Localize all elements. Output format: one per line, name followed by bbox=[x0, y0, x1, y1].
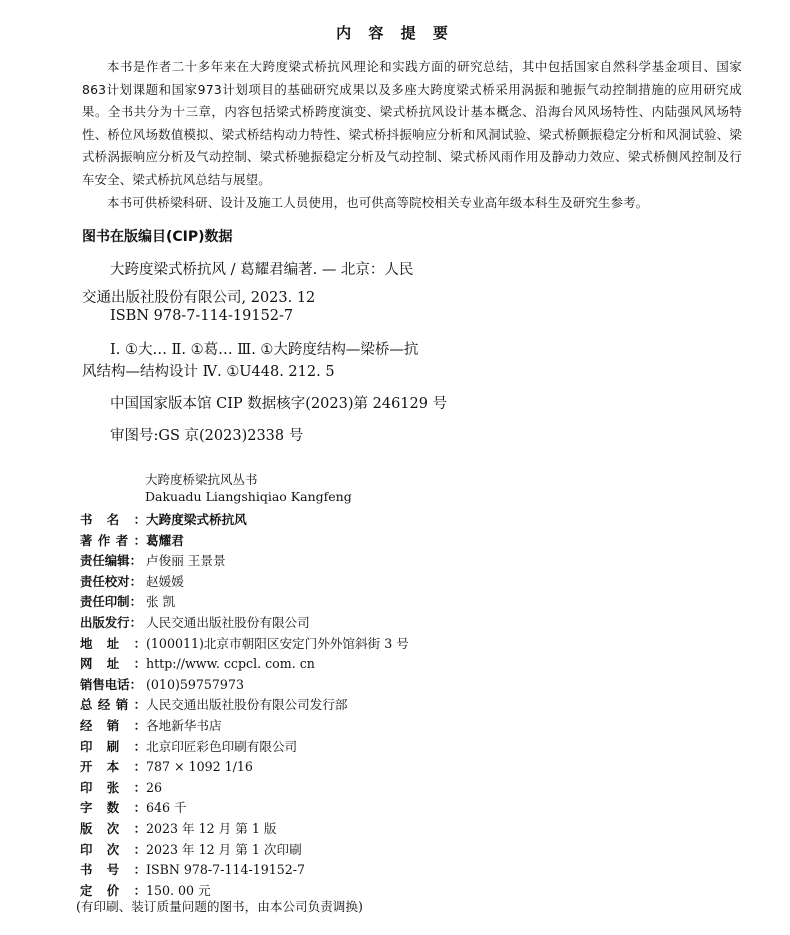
info-label bbox=[80, 634, 146, 655]
cip-title-line: 大跨度梁式桥抗风 / 葛耀君编著. — 北京：人民 bbox=[110, 262, 414, 278]
info-value: 人民交通出版社股份有限公司 bbox=[146, 614, 310, 630]
summary-paragraph-2: 本书可供桥梁科研、设计及施工人员使用，也可供高等院校相关专业高年级本科生及研究生参考。 bbox=[107, 194, 649, 210]
cip-subject-line: Ⅰ. ①大… Ⅱ. ①葛… Ⅲ. ①大跨度结构—梁桥—抗 bbox=[110, 342, 419, 358]
cip-subject-line-2: 风结构—结构设计 Ⅳ. ①U448. 212. 5 bbox=[82, 364, 335, 380]
info-value: 赵媛媛 bbox=[146, 573, 184, 589]
info-label-colon: ： bbox=[129, 553, 142, 569]
info-label-char: 开 bbox=[80, 759, 93, 775]
info-label-colon: ： bbox=[133, 882, 146, 898]
info-label-colon: ： bbox=[133, 779, 146, 795]
info-value: 葛耀君 bbox=[146, 532, 184, 548]
info-value: 2023 年 12 月 第 1 版 bbox=[146, 820, 277, 836]
cip-isbn-line: ISBN 978-7-114-19152-7 bbox=[110, 308, 294, 324]
info-row bbox=[80, 675, 720, 696]
info-value: 646 千 bbox=[146, 800, 187, 816]
info-label-char: 次 bbox=[106, 820, 120, 836]
info-label-char: 版 bbox=[80, 820, 93, 836]
info-row bbox=[80, 551, 720, 572]
info-label-char: 书 bbox=[80, 862, 93, 878]
info-label-colon: ： bbox=[133, 697, 146, 713]
info-label-char: 号 bbox=[106, 862, 120, 878]
info-label-char: 书 bbox=[80, 512, 93, 527]
info-label bbox=[80, 551, 146, 572]
info-label-char: 字 bbox=[80, 800, 93, 816]
info-label-char: 名 bbox=[106, 512, 120, 527]
info-label-char: 印 bbox=[80, 841, 93, 857]
info-row bbox=[80, 757, 720, 778]
summary-section bbox=[82, 56, 742, 214]
series-name: 大跨度桥梁抗风丛书 bbox=[145, 472, 258, 487]
info-value: 人民交通出版社股份有限公司发行部 bbox=[146, 697, 348, 713]
info-label-char: 次 bbox=[106, 841, 120, 857]
info-value: 787 × 1092 1/16 bbox=[146, 759, 253, 775]
info-label-char: 刷 bbox=[106, 738, 120, 754]
info-label-char: 责任编辑 bbox=[80, 553, 130, 569]
info-label-char: 作 bbox=[97, 532, 111, 548]
info-row bbox=[80, 798, 720, 819]
info-label-colon: ： bbox=[133, 656, 146, 672]
info-row bbox=[80, 572, 720, 593]
info-label bbox=[80, 654, 146, 675]
info-row bbox=[80, 654, 720, 675]
info-label-char: 经 bbox=[97, 697, 111, 713]
info-value: 各地新华书店 bbox=[146, 717, 222, 733]
info-label bbox=[80, 798, 146, 819]
info-row bbox=[80, 778, 720, 799]
info-label-colon: ： bbox=[133, 862, 146, 878]
info-value: 卢俊丽 王景景 bbox=[146, 553, 226, 569]
cip-publisher-line: 交通出版社股份有限公司, 2023. 12 bbox=[82, 290, 316, 306]
info-label-char: 网 bbox=[80, 656, 93, 672]
info-label bbox=[80, 757, 146, 778]
info-label bbox=[80, 840, 146, 861]
info-label-colon: ： bbox=[133, 717, 146, 733]
info-value: (010)59757973 bbox=[146, 676, 244, 692]
info-label-char: 本 bbox=[106, 759, 120, 775]
info-label-colon: ： bbox=[133, 820, 146, 836]
info-label bbox=[80, 510, 146, 531]
summary-title: 内 容 提 要 bbox=[336, 24, 454, 42]
info-label-char: 印 bbox=[80, 738, 93, 754]
info-label-colon: ： bbox=[133, 841, 146, 857]
info-label bbox=[80, 531, 146, 552]
info-label-colon: ： bbox=[133, 512, 146, 527]
info-value: 26 bbox=[146, 779, 163, 795]
info-label bbox=[80, 860, 146, 881]
info-label bbox=[80, 613, 146, 634]
info-label bbox=[80, 716, 146, 737]
info-label-char: 销售电话 bbox=[80, 676, 130, 692]
info-value: 大跨度梁式桥抗风 bbox=[146, 512, 247, 527]
info-row bbox=[80, 634, 720, 655]
info-label-colon: ： bbox=[129, 594, 142, 610]
info-row bbox=[80, 737, 720, 758]
map-review-number: 审图号:GS 京(2023)2338 号 bbox=[110, 428, 304, 444]
info-label-char: 出版发行 bbox=[80, 614, 130, 630]
info-label-char: 著 bbox=[80, 532, 93, 548]
info-label-colon: ： bbox=[133, 759, 146, 775]
info-label-colon: ： bbox=[133, 800, 146, 816]
info-label-colon: ： bbox=[133, 738, 146, 754]
info-value: 150. 00 元 bbox=[146, 882, 211, 898]
info-value: 北京印匠彩色印刷有限公司 bbox=[146, 738, 298, 754]
cip-record-number: 中国国家版本馆 CIP 数据核字(2023)第 246129 号 bbox=[110, 396, 448, 412]
info-row bbox=[80, 510, 720, 531]
info-value: 张 凯 bbox=[146, 594, 176, 610]
info-label-char: 址 bbox=[106, 656, 120, 672]
info-value: (100011)北京市朝阳区安定门外外馆斜街 3 号 bbox=[146, 635, 409, 651]
summary-paragraph-1: 本书是作者二十多年来在大跨度梁式桥抗风理论和实践方面的研究总结，其中包括国家自然科学基金项目、国家863计划课题和国家973计划项目的基础研究成果以及多座大跨度梁式桥采用涡振和驰振气动控制措施的应用研究成果。全书共分为十三章，内容包括梁式桥跨度演变、梁式桥抗风设计基本概念、沿海台风风场特性、内陆强风风场特性、桥位风场数值模拟、梁式桥结构动力特性、梁式桥抖振响应分析和风洞试验、梁式桥颤振稳定分析和风洞试验、梁式桥涡振响应分析及气动控制、梁式桥驰振稳定分析及气动控制、梁式桥风雨作用及静动力效应、梁式桥侧风控制及行车安全、梁式桥抗风总结与展望。 bbox=[82, 59, 742, 187]
info-label-colon: ： bbox=[129, 676, 142, 692]
info-label-char: 销 bbox=[115, 697, 129, 713]
info-row bbox=[80, 716, 720, 737]
series-pinyin: Dakuadu Liangshiqiao Kangfeng bbox=[145, 489, 352, 504]
info-label bbox=[80, 819, 146, 840]
info-row bbox=[80, 840, 720, 861]
info-row bbox=[80, 695, 720, 716]
info-label-char: 址 bbox=[106, 635, 120, 651]
info-label-colon: ： bbox=[129, 614, 142, 630]
info-label-char: 责任校对 bbox=[80, 573, 130, 589]
quality-note: (有印刷、装订质量问题的图书，由本公司负责调换) bbox=[76, 899, 363, 914]
info-label-char: 定 bbox=[80, 882, 93, 898]
info-label-char: 印 bbox=[80, 779, 93, 795]
cip-heading: 图书在版编目(CIP)数据 bbox=[82, 229, 233, 245]
info-label-colon: ： bbox=[133, 532, 146, 548]
info-row bbox=[80, 819, 720, 840]
info-label bbox=[80, 675, 146, 696]
info-value: 2023 年 12 月 第 1 次印刷 bbox=[146, 841, 302, 857]
info-label-char: 价 bbox=[106, 882, 120, 898]
info-label-colon: ： bbox=[129, 573, 142, 589]
info-label-char: 数 bbox=[106, 800, 120, 816]
info-label bbox=[80, 737, 146, 758]
info-row bbox=[80, 860, 720, 881]
info-label-colon: ： bbox=[133, 635, 146, 651]
info-label bbox=[80, 695, 146, 716]
info-label-char: 责任印制 bbox=[80, 594, 130, 610]
info-row bbox=[80, 592, 720, 613]
info-value: http://www. ccpcl. com. cn bbox=[146, 656, 315, 672]
info-label-char: 总 bbox=[80, 697, 93, 713]
info-label-char: 销 bbox=[106, 717, 120, 733]
info-label bbox=[80, 592, 146, 613]
info-row bbox=[80, 613, 720, 634]
info-label-char: 经 bbox=[80, 717, 93, 733]
info-row bbox=[80, 531, 720, 552]
publication-info-table bbox=[80, 510, 720, 901]
info-label-char: 者 bbox=[115, 532, 129, 548]
info-value: ISBN 978-7-114-19152-7 bbox=[146, 862, 306, 878]
info-label-char: 地 bbox=[80, 635, 93, 651]
info-label bbox=[80, 778, 146, 799]
info-label-char: 张 bbox=[106, 779, 120, 795]
info-label bbox=[80, 572, 146, 593]
